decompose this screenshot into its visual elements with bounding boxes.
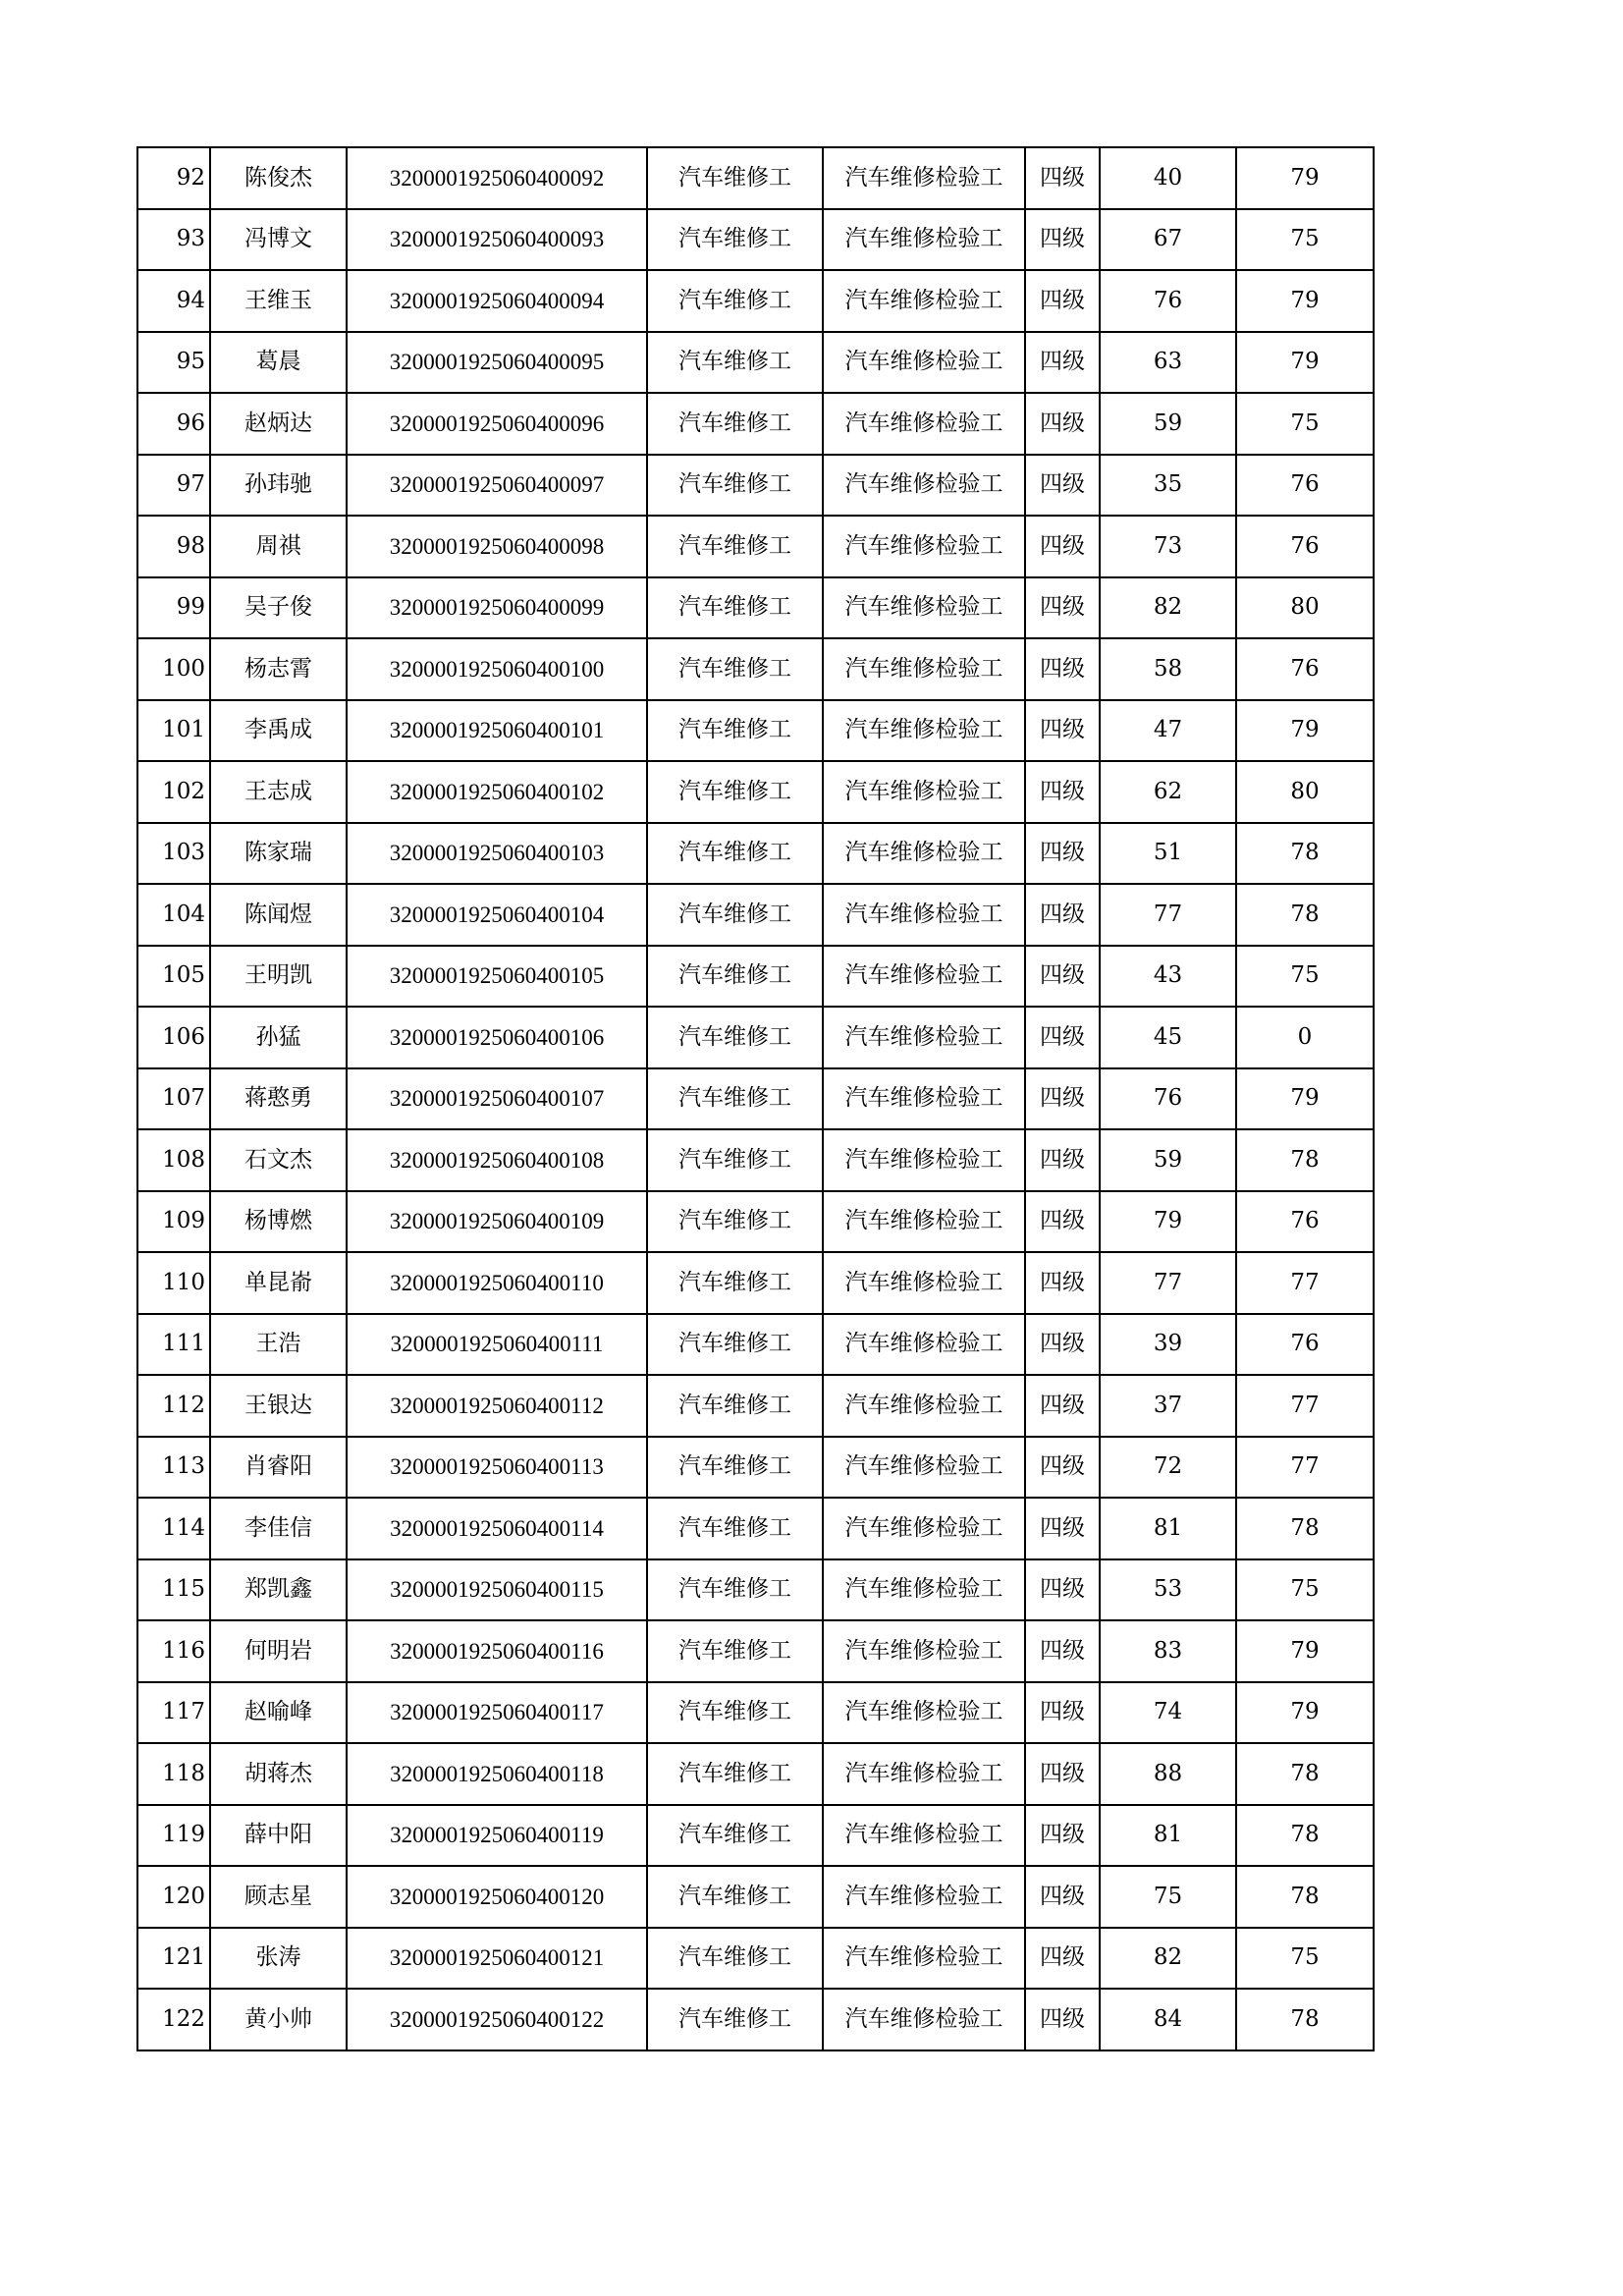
theory-score-cell: 83 — [1100, 1620, 1236, 1682]
certificate-number-cell: 3200001925060400117 — [347, 1682, 647, 1744]
practical-score-cell: 76 — [1236, 638, 1374, 700]
row-number-cell: 110 — [137, 1252, 210, 1314]
candidate-name-cell: 石文杰 — [210, 1129, 347, 1191]
table-row — [137, 1989, 1374, 2050]
skill-level-cell: 四级 — [1025, 455, 1100, 517]
candidate-name-cell: 薛中阳 — [210, 1805, 347, 1867]
occupation-cell: 汽车维修工 — [647, 455, 823, 517]
table-row — [137, 1437, 1374, 1499]
practical-score-cell: 75 — [1236, 946, 1374, 1008]
theory-score-cell: 82 — [1100, 1928, 1236, 1990]
work-type-cell: 汽车维修检验工 — [823, 1559, 1025, 1621]
skill-level-cell: 四级 — [1025, 147, 1100, 209]
table-row — [137, 1191, 1374, 1253]
occupation-cell: 汽车维修工 — [647, 761, 823, 823]
candidate-name-cell: 黄小帅 — [210, 1989, 347, 2050]
occupation-cell: 汽车维修工 — [647, 393, 823, 455]
table-row — [137, 946, 1374, 1008]
practical-score-cell: 77 — [1236, 1375, 1374, 1437]
certificate-number-cell: 3200001925060400102 — [347, 761, 647, 823]
practical-score-cell: 79 — [1236, 270, 1374, 332]
table-row — [137, 516, 1374, 577]
theory-score-cell: 40 — [1100, 147, 1236, 209]
row-number-cell: 93 — [137, 209, 210, 271]
work-type-cell: 汽车维修检验工 — [823, 1314, 1025, 1376]
skill-level-cell: 四级 — [1025, 638, 1100, 700]
certificate-number-cell: 3200001925060400093 — [347, 209, 647, 271]
table-row — [137, 1314, 1374, 1376]
practical-score-cell: 78 — [1236, 1498, 1374, 1559]
skill-level-cell: 四级 — [1025, 946, 1100, 1008]
practical-score-cell: 75 — [1236, 209, 1374, 271]
skill-level-cell: 四级 — [1025, 209, 1100, 271]
certificate-number-cell: 3200001925060400112 — [347, 1375, 647, 1437]
row-number-cell: 120 — [137, 1866, 210, 1928]
work-type-cell: 汽车维修检验工 — [823, 1375, 1025, 1437]
certificate-number-cell: 3200001925060400121 — [347, 1928, 647, 1990]
certificate-number-cell: 3200001925060400100 — [347, 638, 647, 700]
skill-level-cell: 四级 — [1025, 516, 1100, 577]
certificate-number-cell: 3200001925060400116 — [347, 1620, 647, 1682]
work-type-cell: 汽车维修检验工 — [823, 1989, 1025, 2050]
work-type-cell: 汽车维修检验工 — [823, 700, 1025, 762]
theory-score-cell: 59 — [1100, 1129, 1236, 1191]
theory-score-cell: 51 — [1100, 823, 1236, 885]
theory-score-cell: 58 — [1100, 638, 1236, 700]
row-number-cell: 97 — [137, 455, 210, 517]
skill-level-cell: 四级 — [1025, 270, 1100, 332]
certificate-number-cell: 3200001925060400122 — [347, 1989, 647, 2050]
row-number-cell: 111 — [137, 1314, 210, 1376]
table-row — [137, 1928, 1374, 1990]
theory-score-cell: 73 — [1100, 516, 1236, 577]
practical-score-cell: 78 — [1236, 1866, 1374, 1928]
skill-level-cell: 四级 — [1025, 577, 1100, 639]
theory-score-cell: 76 — [1100, 270, 1236, 332]
skill-level-cell: 四级 — [1025, 1375, 1100, 1437]
theory-score-cell: 84 — [1100, 1989, 1236, 2050]
certificate-number-cell: 3200001925060400094 — [347, 270, 647, 332]
certificate-number-cell: 3200001925060400106 — [347, 1007, 647, 1068]
table-row — [137, 147, 1374, 209]
table-row — [137, 1498, 1374, 1559]
certificate-number-cell: 3200001925060400114 — [347, 1498, 647, 1559]
work-type-cell: 汽车维修检验工 — [823, 823, 1025, 885]
theory-score-cell: 67 — [1100, 209, 1236, 271]
row-number-cell: 117 — [137, 1682, 210, 1744]
candidate-name-cell: 王银达 — [210, 1375, 347, 1437]
score-table-body — [137, 147, 1374, 2050]
table-row — [137, 1866, 1374, 1928]
practical-score-cell: 77 — [1236, 1437, 1374, 1499]
certificate-number-cell: 3200001925060400115 — [347, 1559, 647, 1621]
skill-level-cell: 四级 — [1025, 1252, 1100, 1314]
row-number-cell: 104 — [137, 884, 210, 946]
practical-score-cell: 75 — [1236, 1928, 1374, 1990]
practical-score-cell: 79 — [1236, 700, 1374, 762]
occupation-cell: 汽车维修工 — [647, 1805, 823, 1867]
table-row — [137, 823, 1374, 885]
certificate-number-cell: 3200001925060400098 — [347, 516, 647, 577]
table-row — [137, 209, 1374, 271]
work-type-cell: 汽车维修检验工 — [823, 761, 1025, 823]
practical-score-cell: 78 — [1236, 884, 1374, 946]
occupation-cell: 汽车维修工 — [647, 270, 823, 332]
candidate-name-cell: 周祺 — [210, 516, 347, 577]
theory-score-cell: 37 — [1100, 1375, 1236, 1437]
work-type-cell: 汽车维修检验工 — [823, 1007, 1025, 1068]
occupation-cell: 汽车维修工 — [647, 1191, 823, 1253]
occupation-cell: 汽车维修工 — [647, 1375, 823, 1437]
occupation-cell: 汽车维修工 — [647, 209, 823, 271]
table-row — [137, 1068, 1374, 1130]
table-row — [137, 761, 1374, 823]
occupation-cell: 汽车维修工 — [647, 1437, 823, 1499]
occupation-cell: 汽车维修工 — [647, 823, 823, 885]
work-type-cell: 汽车维修检验工 — [823, 1866, 1025, 1928]
skill-level-cell: 四级 — [1025, 1498, 1100, 1559]
work-type-cell: 汽车维修检验工 — [823, 147, 1025, 209]
row-number-cell: 94 — [137, 270, 210, 332]
theory-score-cell: 53 — [1100, 1559, 1236, 1621]
row-number-cell: 108 — [137, 1129, 210, 1191]
practical-score-cell: 78 — [1236, 1129, 1374, 1191]
practical-score-cell: 79 — [1236, 1068, 1374, 1130]
table-row — [137, 638, 1374, 700]
row-number-cell: 112 — [137, 1375, 210, 1437]
certificate-number-cell: 3200001925060400105 — [347, 946, 647, 1008]
practical-score-cell: 77 — [1236, 1252, 1374, 1314]
candidate-name-cell: 赵炳达 — [210, 393, 347, 455]
theory-score-cell: 77 — [1100, 884, 1236, 946]
row-number-cell: 119 — [137, 1805, 210, 1867]
row-number-cell: 122 — [137, 1989, 210, 2050]
score-table — [136, 146, 1375, 2051]
occupation-cell: 汽车维修工 — [647, 1989, 823, 2050]
skill-level-cell: 四级 — [1025, 1314, 1100, 1376]
theory-score-cell: 76 — [1100, 1068, 1236, 1130]
work-type-cell: 汽车维修检验工 — [823, 393, 1025, 455]
occupation-cell: 汽车维修工 — [647, 1743, 823, 1805]
row-number-cell: 116 — [137, 1620, 210, 1682]
practical-score-cell: 80 — [1236, 577, 1374, 639]
table-row — [137, 1743, 1374, 1805]
skill-level-cell: 四级 — [1025, 332, 1100, 394]
work-type-cell: 汽车维修检验工 — [823, 884, 1025, 946]
table-row — [137, 332, 1374, 394]
candidate-name-cell: 肖睿阳 — [210, 1437, 347, 1499]
candidate-name-cell: 张涛 — [210, 1928, 347, 1990]
practical-score-cell: 75 — [1236, 393, 1374, 455]
certificate-number-cell: 3200001925060400104 — [347, 884, 647, 946]
theory-score-cell: 77 — [1100, 1252, 1236, 1314]
certificate-number-cell: 3200001925060400111 — [347, 1314, 647, 1376]
certificate-number-cell: 3200001925060400109 — [347, 1191, 647, 1253]
candidate-name-cell: 李禹成 — [210, 700, 347, 762]
theory-score-cell: 47 — [1100, 700, 1236, 762]
table-row — [137, 1007, 1374, 1068]
occupation-cell: 汽车维修工 — [647, 638, 823, 700]
practical-score-cell: 76 — [1236, 455, 1374, 517]
row-number-cell: 121 — [137, 1928, 210, 1990]
candidate-name-cell: 杨志霄 — [210, 638, 347, 700]
candidate-name-cell: 李佳信 — [210, 1498, 347, 1559]
work-type-cell: 汽车维修检验工 — [823, 455, 1025, 517]
work-type-cell: 汽车维修检验工 — [823, 1129, 1025, 1191]
row-number-cell: 95 — [137, 332, 210, 394]
practical-score-cell: 79 — [1236, 1620, 1374, 1682]
candidate-name-cell: 郑凯鑫 — [210, 1559, 347, 1621]
skill-level-cell: 四级 — [1025, 1559, 1100, 1621]
certificate-number-cell: 3200001925060400092 — [347, 147, 647, 209]
table-row — [137, 1620, 1374, 1682]
row-number-cell: 114 — [137, 1498, 210, 1559]
practical-score-cell: 78 — [1236, 823, 1374, 885]
skill-level-cell: 四级 — [1025, 1007, 1100, 1068]
practical-score-cell: 76 — [1236, 1191, 1374, 1253]
theory-score-cell: 79 — [1100, 1191, 1236, 1253]
work-type-cell: 汽车维修检验工 — [823, 270, 1025, 332]
skill-level-cell: 四级 — [1025, 761, 1100, 823]
candidate-name-cell: 何明岩 — [210, 1620, 347, 1682]
table-row — [137, 1559, 1374, 1621]
theory-score-cell: 81 — [1100, 1498, 1236, 1559]
certificate-number-cell: 3200001925060400101 — [347, 700, 647, 762]
theory-score-cell: 74 — [1100, 1682, 1236, 1744]
work-type-cell: 汽车维修检验工 — [823, 332, 1025, 394]
occupation-cell: 汽车维修工 — [647, 1682, 823, 1744]
table-row — [137, 270, 1374, 332]
practical-score-cell: 76 — [1236, 516, 1374, 577]
row-number-cell: 102 — [137, 761, 210, 823]
candidate-name-cell: 陈俊杰 — [210, 147, 347, 209]
certificate-number-cell: 3200001925060400113 — [347, 1437, 647, 1499]
row-number-cell: 96 — [137, 393, 210, 455]
row-number-cell: 99 — [137, 577, 210, 639]
candidate-name-cell: 胡蒋杰 — [210, 1743, 347, 1805]
certificate-number-cell: 3200001925060400095 — [347, 332, 647, 394]
practical-score-cell: 75 — [1236, 1559, 1374, 1621]
table-row — [137, 455, 1374, 517]
skill-level-cell: 四级 — [1025, 1928, 1100, 1990]
candidate-name-cell: 吴子俊 — [210, 577, 347, 639]
candidate-name-cell: 赵喻峰 — [210, 1682, 347, 1744]
theory-score-cell: 45 — [1100, 1007, 1236, 1068]
practical-score-cell: 78 — [1236, 1805, 1374, 1867]
certificate-number-cell: 3200001925060400103 — [347, 823, 647, 885]
work-type-cell: 汽车维修检验工 — [823, 577, 1025, 639]
skill-level-cell: 四级 — [1025, 884, 1100, 946]
skill-level-cell: 四级 — [1025, 1805, 1100, 1867]
occupation-cell: 汽车维修工 — [647, 1007, 823, 1068]
work-type-cell: 汽车维修检验工 — [823, 1191, 1025, 1253]
row-number-cell: 106 — [137, 1007, 210, 1068]
theory-score-cell: 43 — [1100, 946, 1236, 1008]
candidate-name-cell: 冯博文 — [210, 209, 347, 271]
skill-level-cell: 四级 — [1025, 1191, 1100, 1253]
candidate-name-cell: 王明凯 — [210, 946, 347, 1008]
work-type-cell: 汽车维修检验工 — [823, 1682, 1025, 1744]
row-number-cell: 115 — [137, 1559, 210, 1621]
table-row — [137, 1805, 1374, 1867]
theory-score-cell: 72 — [1100, 1437, 1236, 1499]
work-type-cell: 汽车维修检验工 — [823, 1498, 1025, 1559]
skill-level-cell: 四级 — [1025, 1068, 1100, 1130]
occupation-cell: 汽车维修工 — [647, 1498, 823, 1559]
practical-score-cell: 79 — [1236, 332, 1374, 394]
skill-level-cell: 四级 — [1025, 823, 1100, 885]
occupation-cell: 汽车维修工 — [647, 946, 823, 1008]
skill-level-cell: 四级 — [1025, 700, 1100, 762]
candidate-name-cell: 顾志星 — [210, 1866, 347, 1928]
table-row — [137, 1682, 1374, 1744]
theory-score-cell: 88 — [1100, 1743, 1236, 1805]
occupation-cell: 汽车维修工 — [647, 1559, 823, 1621]
row-number-cell: 92 — [137, 147, 210, 209]
candidate-name-cell: 王浩 — [210, 1314, 347, 1376]
certificate-number-cell: 3200001925060400120 — [347, 1866, 647, 1928]
candidate-name-cell: 陈闻煜 — [210, 884, 347, 946]
practical-score-cell: 0 — [1236, 1007, 1374, 1068]
theory-score-cell: 82 — [1100, 577, 1236, 639]
skill-level-cell: 四级 — [1025, 1620, 1100, 1682]
work-type-cell: 汽车维修检验工 — [823, 1068, 1025, 1130]
table-row — [137, 393, 1374, 455]
certificate-number-cell: 3200001925060400108 — [347, 1129, 647, 1191]
occupation-cell: 汽车维修工 — [647, 1620, 823, 1682]
occupation-cell: 汽车维修工 — [647, 884, 823, 946]
work-type-cell: 汽车维修检验工 — [823, 1928, 1025, 1990]
work-type-cell: 汽车维修检验工 — [823, 1620, 1025, 1682]
occupation-cell: 汽车维修工 — [647, 577, 823, 639]
certificate-number-cell: 3200001925060400096 — [347, 393, 647, 455]
row-number-cell: 113 — [137, 1437, 210, 1499]
skill-level-cell: 四级 — [1025, 1682, 1100, 1744]
certificate-number-cell: 3200001925060400097 — [347, 455, 647, 517]
skill-level-cell: 四级 — [1025, 1129, 1100, 1191]
certificate-number-cell: 3200001925060400118 — [347, 1743, 647, 1805]
row-number-cell: 98 — [137, 516, 210, 577]
certificate-number-cell: 3200001925060400107 — [347, 1068, 647, 1130]
row-number-cell: 101 — [137, 700, 210, 762]
work-type-cell: 汽车维修检验工 — [823, 1743, 1025, 1805]
candidate-name-cell: 陈家瑞 — [210, 823, 347, 885]
occupation-cell: 汽车维修工 — [647, 1129, 823, 1191]
practical-score-cell: 78 — [1236, 1743, 1374, 1805]
table-row — [137, 884, 1374, 946]
candidate-name-cell: 王志成 — [210, 761, 347, 823]
work-type-cell: 汽车维修检验工 — [823, 638, 1025, 700]
table-row — [137, 1129, 1374, 1191]
skill-level-cell: 四级 — [1025, 393, 1100, 455]
table-row — [137, 700, 1374, 762]
candidate-name-cell: 孙猛 — [210, 1007, 347, 1068]
candidate-name-cell: 蒋憨勇 — [210, 1068, 347, 1130]
practical-score-cell: 80 — [1236, 761, 1374, 823]
theory-score-cell: 35 — [1100, 455, 1236, 517]
row-number-cell: 107 — [137, 1068, 210, 1130]
work-type-cell: 汽车维修检验工 — [823, 1805, 1025, 1867]
skill-level-cell: 四级 — [1025, 1989, 1100, 2050]
occupation-cell: 汽车维修工 — [647, 1314, 823, 1376]
occupation-cell: 汽车维修工 — [647, 1068, 823, 1130]
table-row — [137, 1252, 1374, 1314]
practical-score-cell: 76 — [1236, 1314, 1374, 1376]
work-type-cell: 汽车维修检验工 — [823, 516, 1025, 577]
occupation-cell: 汽车维修工 — [647, 1866, 823, 1928]
work-type-cell: 汽车维修检验工 — [823, 946, 1025, 1008]
table-row — [137, 577, 1374, 639]
row-number-cell: 118 — [137, 1743, 210, 1805]
certificate-number-cell: 3200001925060400110 — [347, 1252, 647, 1314]
candidate-name-cell: 杨博燃 — [210, 1191, 347, 1253]
occupation-cell: 汽车维修工 — [647, 1928, 823, 1990]
candidate-name-cell: 孙玮驰 — [210, 455, 347, 517]
table-row — [137, 1375, 1374, 1437]
theory-score-cell: 59 — [1100, 393, 1236, 455]
work-type-cell: 汽车维修检验工 — [823, 209, 1025, 271]
occupation-cell: 汽车维修工 — [647, 700, 823, 762]
occupation-cell: 汽车维修工 — [647, 147, 823, 209]
skill-level-cell: 四级 — [1025, 1743, 1100, 1805]
theory-score-cell: 62 — [1100, 761, 1236, 823]
practical-score-cell: 79 — [1236, 1682, 1374, 1744]
occupation-cell: 汽车维修工 — [647, 1252, 823, 1314]
practical-score-cell: 78 — [1236, 1989, 1374, 2050]
certificate-number-cell: 3200001925060400099 — [347, 577, 647, 639]
row-number-cell: 109 — [137, 1191, 210, 1253]
theory-score-cell: 39 — [1100, 1314, 1236, 1376]
candidate-name-cell: 王维玉 — [210, 270, 347, 332]
skill-level-cell: 四级 — [1025, 1866, 1100, 1928]
row-number-cell: 105 — [137, 946, 210, 1008]
row-number-cell: 100 — [137, 638, 210, 700]
work-type-cell: 汽车维修检验工 — [823, 1252, 1025, 1314]
candidate-name-cell: 葛晨 — [210, 332, 347, 394]
occupation-cell: 汽车维修工 — [647, 516, 823, 577]
theory-score-cell: 81 — [1100, 1805, 1236, 1867]
work-type-cell: 汽车维修检验工 — [823, 1437, 1025, 1499]
row-number-cell: 103 — [137, 823, 210, 885]
candidate-name-cell: 单昆嵛 — [210, 1252, 347, 1314]
certificate-number-cell: 3200001925060400119 — [347, 1805, 647, 1867]
theory-score-cell: 75 — [1100, 1866, 1236, 1928]
occupation-cell: 汽车维修工 — [647, 332, 823, 394]
practical-score-cell: 79 — [1236, 147, 1374, 209]
skill-level-cell: 四级 — [1025, 1437, 1100, 1499]
theory-score-cell: 63 — [1100, 332, 1236, 394]
